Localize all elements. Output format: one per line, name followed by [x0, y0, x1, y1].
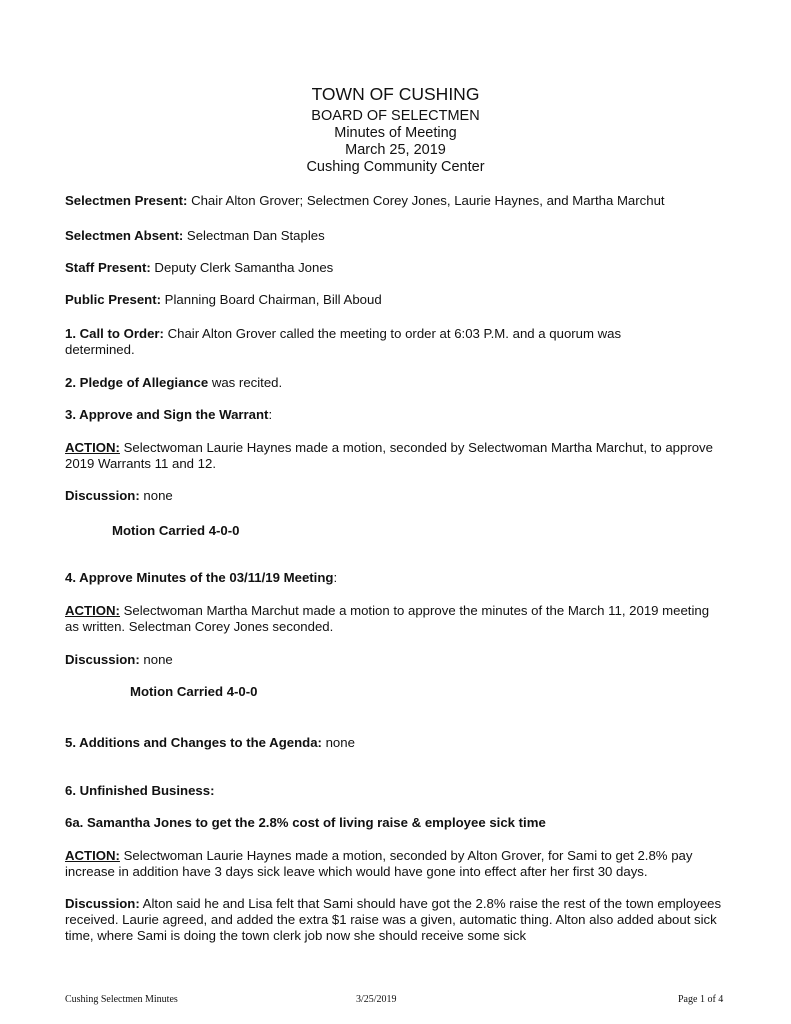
- minutes-action-text: Selectwoman Martha Marchut made a motion to approve the minutes of the March 11, 2019 meeting as written. Selectman Corey Jones seconded.: [65, 603, 710, 634]
- public-present: [65, 292, 735, 308]
- minutes-discussion-label: Discussion:: [65, 652, 140, 667]
- meeting-location: Cushing Community Center: [306, 159, 485, 175]
- absent-label: Selectmen Absent:: [65, 228, 184, 243]
- item-6a-discussion: [65, 896, 733, 944]
- item-6a-action-text: Selectwoman Laurie Haynes made a motion, seconded by Alton Grover, for Sami to get 2.8% pay increase in addition have 3 days sick leave which would have gone into effect after her first 30 days.: [65, 848, 693, 879]
- call-to-order: [65, 326, 665, 358]
- public-label: Public Present:: [65, 292, 162, 307]
- call-text: Chair Alton Grover called the meeting to order at 6:03 P.M. and a quorum was determined.: [65, 326, 622, 357]
- minutes-discussion-text: none: [139, 652, 173, 667]
- minutes-action: [65, 603, 720, 635]
- warrant-motion-carried: Motion Carried 4-0-0: [112, 523, 240, 538]
- minutes-discussion: [65, 652, 735, 668]
- pledge-of-allegiance: [65, 375, 735, 391]
- public-text: Planning Board Chairman, Bill Aboud: [161, 292, 382, 307]
- warrant-discussion: [65, 488, 735, 504]
- pledge-text: was recited.: [208, 375, 283, 390]
- item-6a-action: [65, 848, 733, 880]
- pledge-label: 2. Pledge of Allegiance: [65, 375, 209, 390]
- additions-label: 5. Additions and Changes to the Agenda:: [65, 735, 322, 750]
- selectmen-absent: [65, 228, 735, 244]
- warrant-colon: :: [268, 407, 273, 422]
- minutes-label: 4. Approve Minutes of the 03/11/19 Meeting: [65, 570, 334, 585]
- item-6a-discussion-label: Discussion:: [65, 896, 140, 911]
- warrant-discussion-label: Discussion:: [65, 488, 140, 503]
- additions-changes: [65, 735, 735, 751]
- staff-label: Staff Present:: [65, 260, 151, 275]
- item-6a-heading: 6a. Samantha Jones to get the 2.8% cost of living raise & employee sick time: [65, 815, 546, 830]
- staff-text: Deputy Clerk Samantha Jones: [150, 260, 334, 275]
- minutes-heading: [65, 570, 735, 586]
- minutes-motion-carried: Motion Carried 4-0-0: [130, 684, 258, 699]
- town-title: TOWN OF CUSHING: [311, 84, 480, 104]
- warrant-label: 3. Approve and Sign the Warrant: [65, 407, 269, 422]
- staff-present: [65, 260, 735, 276]
- doc-type-title: Minutes of Meeting: [334, 125, 457, 141]
- warrant-action: [65, 440, 730, 472]
- warrant-action-label: ACTION:: [65, 440, 120, 455]
- meeting-date: March 25, 2019: [345, 142, 446, 158]
- selectmen-present: [65, 193, 735, 209]
- unfinished-business-heading: 6. Unfinished Business:: [65, 783, 215, 798]
- warrant-action-text: Selectwoman Laurie Haynes made a motion, seconded by Selectwoman Martha Marchut, to approve 2019 Warrants 11 and 12.: [65, 440, 713, 471]
- present-label: Selectmen Present:: [65, 193, 188, 208]
- warrant-discussion-text: none: [139, 488, 173, 503]
- additions-text: none: [321, 735, 355, 750]
- footer-left: Cushing Selectmen Minutes: [65, 994, 178, 1005]
- warrant-heading: [65, 407, 735, 423]
- footer-page-number: Page 1 of 4: [678, 994, 724, 1005]
- footer-date: 3/25/2019: [356, 994, 397, 1005]
- board-title: BOARD OF SELECTMEN: [311, 108, 480, 124]
- item-6a-discussion-text: Alton said he and Lisa felt that Sami should have got the 2.8% raise the rest of the town employees received. Laurie agreed, and added the extra $1 raise was a given, automatic thing. Alton also added about sick time, where Sami is doing the town clerk job now she should receive some sick: [65, 896, 722, 943]
- item-6a-action-label: ACTION:: [65, 848, 120, 863]
- minutes-colon: :: [333, 570, 338, 585]
- present-text: Chair Alton Grover; Selectmen Corey Jones, Laurie Haynes, and Martha Marchut: [187, 193, 665, 208]
- call-label: 1. Call to Order:: [65, 326, 164, 341]
- absent-text: Selectman Dan Staples: [183, 228, 325, 243]
- minutes-action-label: ACTION:: [65, 603, 120, 618]
